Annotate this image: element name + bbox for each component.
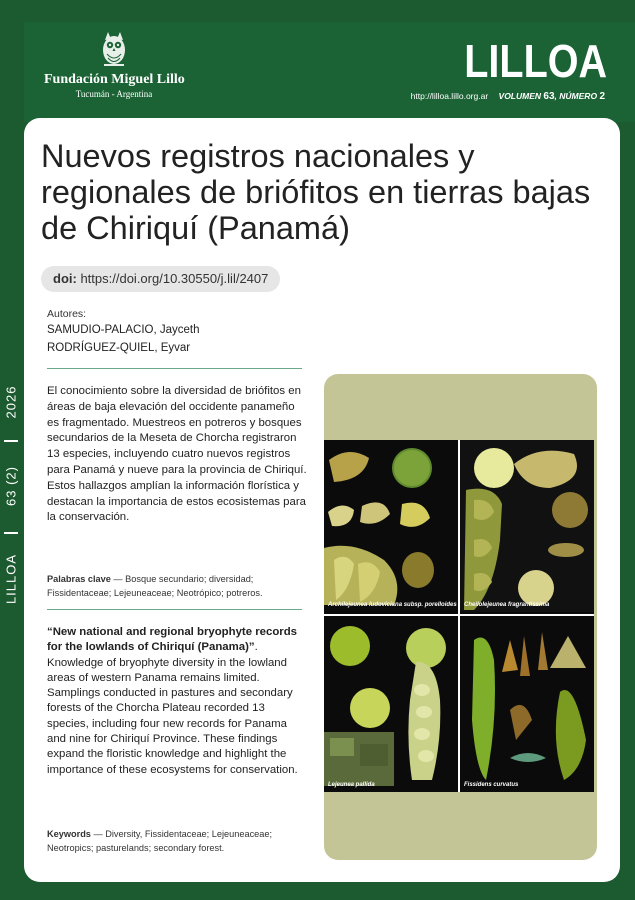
- keywords-en-text: Diversity, Fissidentaceae; Lejeuneaceae; Neotropics; pasturelands; secondary forest.: [47, 829, 273, 853]
- foundation-city: Tucumán - Argentina: [75, 89, 153, 99]
- spine-year: 2026: [3, 385, 19, 419]
- figure-caption: Lejeunea pallida: [328, 782, 375, 788]
- issue-meta: http://lilloa.lillo.org.ar VOLUMEN 63, NÚMERO 2: [410, 91, 605, 102]
- author-name: RODRÍGUEZ-QUIEL, Eyvar: [47, 342, 191, 354]
- journal-title: LILLOA: [464, 35, 607, 87]
- spine-divider: [4, 440, 18, 442]
- article-title: Nuevos registros nacionales y regionales de briófitos en tierras bajas de Chiriquí (Panamá): [41, 138, 591, 246]
- authors-label: Autores:: [47, 308, 87, 320]
- keywords-es-text: Bosque secundario; diversidad; Fissidentaceae; Lejeuneaceae; Neotrópico; potreros.: [47, 574, 263, 598]
- keywords-en-label: Keywords: [47, 829, 91, 839]
- keywords-es: Palabras clave — Bosque secundario; diversidad; Fissidentaceae; Lejeuneaceae; Neotrópico; potreros.: [47, 574, 263, 598]
- figure-caption: Archilejeunea ludoviciana subsp. porelloides: [328, 602, 457, 608]
- figure-plates: [324, 440, 594, 792]
- side-spine: [0, 360, 22, 630]
- abstract-en-text: . Knowledge of bryophyte diversity in the lowland areas of western Panama remains limited. Samplings conducted in pastures and secondary forests of the Chorcha Plateau recorded 13 species, including four new records for Panama and nine for Chiriquí Province. These findings expand the floristic knowledge and highlight the importance of these ecosystems for conservation.: [47, 641, 298, 776]
- doi-link[interactable]: https://doi.org/10.30550/j.lil/2407: [80, 271, 269, 286]
- foundation-name: Fundación Miguel Lillo: [44, 72, 185, 87]
- keywords-es-label: Palabras clave: [47, 574, 111, 584]
- english-title: “New national and regional bryophyte records for the lowlands of Chiriquí (Panama)”: [47, 626, 298, 654]
- species-figure: [324, 440, 594, 792]
- spine-issue: 63 (2): [3, 466, 19, 506]
- keywords-en: Keywords — Diversity, Fissidentaceae; Lejeuneaceae; Neotropics; pasturelands; secondary forest.: [47, 829, 273, 853]
- author-name: SAMUDIO-PALACIO, Jayceth: [47, 324, 200, 336]
- issue-number: 2: [599, 91, 605, 102]
- top-bar: [0, 0, 635, 22]
- number-label: NÚMERO: [559, 91, 598, 101]
- spine-journal: LILLOA: [3, 553, 19, 605]
- volume-label: VOLUMEN: [498, 91, 542, 101]
- abstract-es: El conocimiento sobre la diversidad de briófitos en áreas de baja elevación del occidente panameño es fragmentado. Muestreos en potreros y bosques secundarios de la Meseta de Chorcha registraron 13 especies, incluyendo cuatro nuevos registros para Panamá y nueve para la provincia de Chiriquí. Estos hallazgos amplían la información florística y destacan la importancia de estos ecosistemas para la conservación.: [47, 385, 307, 524]
- spine-divider: [4, 532, 18, 534]
- owl-icon: [98, 28, 130, 68]
- header: [24, 22, 635, 122]
- journal-url[interactable]: http://lilloa.lillo.org.ar: [410, 91, 489, 101]
- section-divider: [47, 368, 302, 369]
- plate-cheilolejeunea: [460, 440, 594, 612]
- figure-caption: Fissidens curvatus: [464, 782, 519, 788]
- doi-label: doi:: [53, 271, 77, 286]
- foundation-logo: [44, 28, 184, 99]
- abstract-en: [47, 625, 309, 778]
- article-card: [24, 118, 620, 882]
- doi-badge[interactable]: [41, 266, 280, 292]
- volume-number: 63: [543, 91, 555, 102]
- figure-caption: Cheilolejeunea fragrantissima: [464, 602, 550, 608]
- section-divider: [47, 609, 302, 610]
